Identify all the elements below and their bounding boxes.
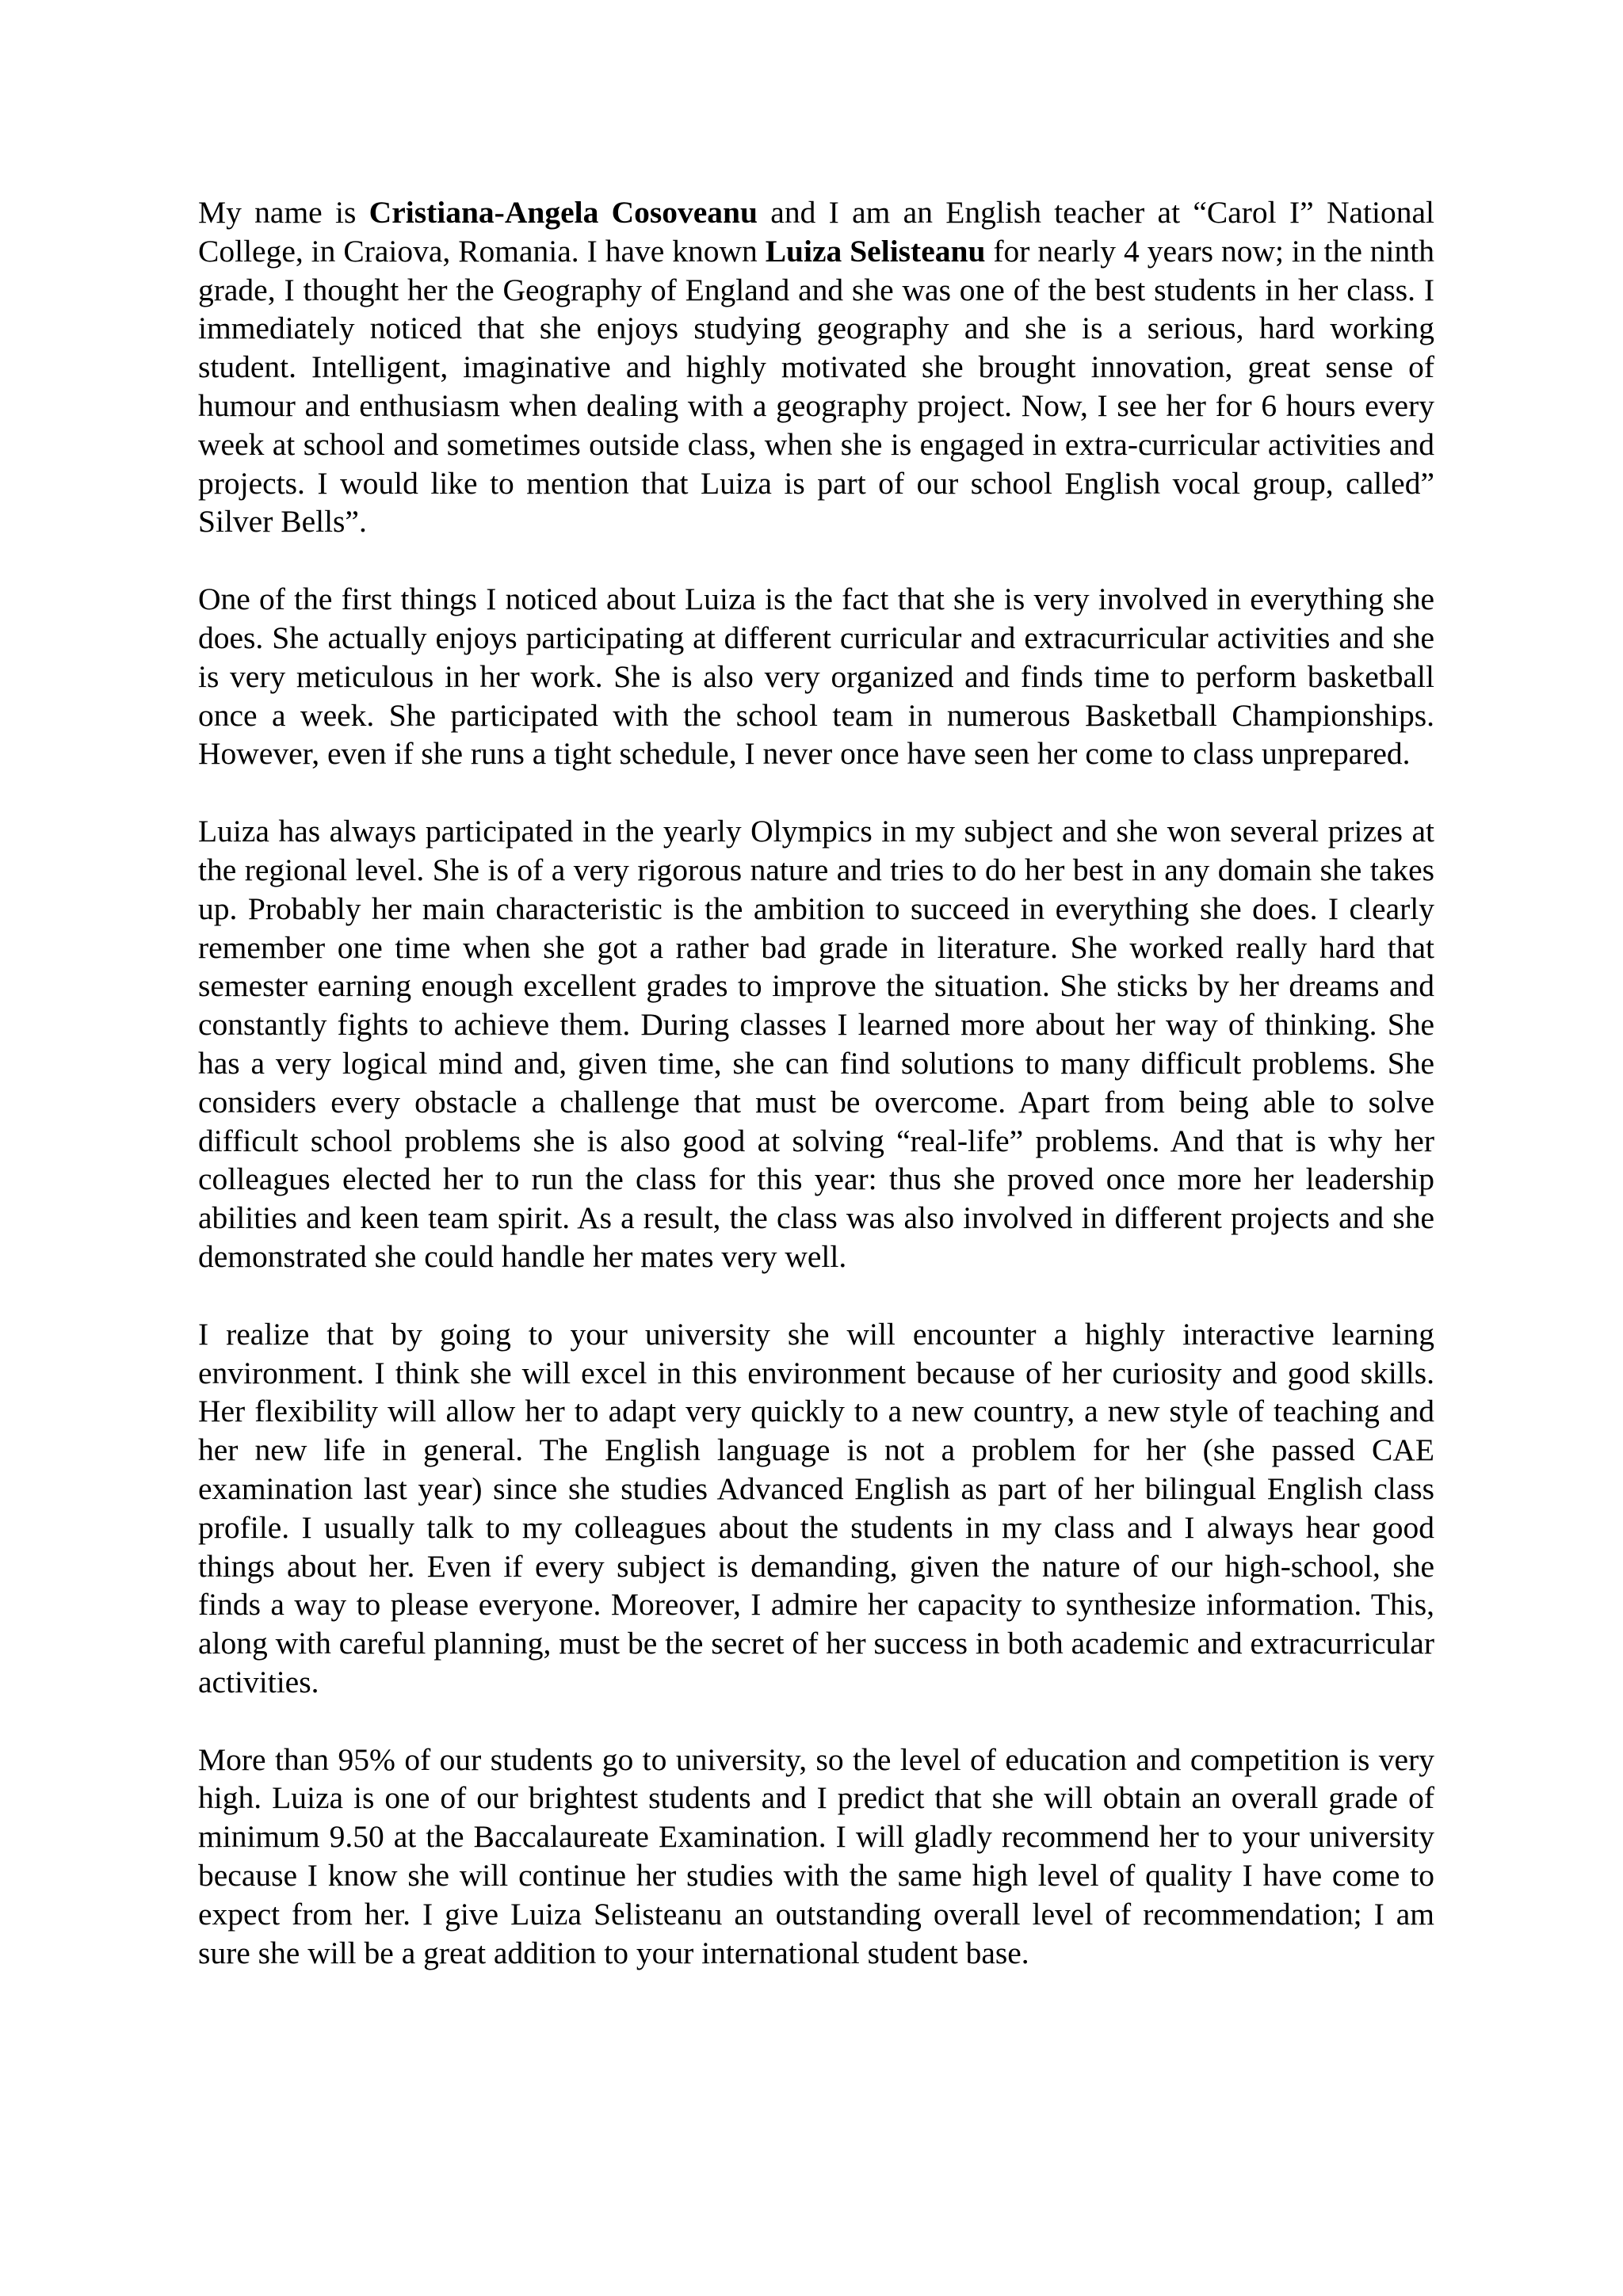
paragraph-university-fit: I realize that by going to your university she will encounter a highly interactive learning environment. I think she will excel in this environment because of her curiosity and good skills. Her flexibility will allow her to adapt very quickly to a new country, a new style of teaching and her new life in general. The English language is not a problem for her (she passed CAE examination last year) since she studies Advanced English as part of her bilingual English class profile. I usually talk to my colleagues about the students in my class and I always hear good things about her. Even if every subject is demanding, given the nature of our high-school, she finds a way to please everyone. Moreover, I admire her capacity to synthesize information. This, along with careful planning, must be the secret of her success in both academic and extracurricular activities. — [198, 1316, 1434, 1699]
letter-body — [198, 193, 1434, 2011]
student-name: Luiza Selisteanu — [765, 233, 986, 269]
intro-text-1: My name is — [198, 195, 369, 230]
intro-text-3: for nearly 4 years now; in the ninth grade, I thought her the Geography of England and she was one of the best students in her class. I immediately noticed that she enjoys studying geography and she is a serious, hard working student. Intelligent, imaginative and highly motivated she brought innovation, great sense of humour and enthusiasm when dealing with a geography project. Now, I see her for 6 hours every week at school and sometimes outside class, when she is engaged in extra-curricular activities and projects. I would like to mention that Luiza is part of our school English vocal group, called” Silver Bells”. — [198, 233, 1434, 540]
intro-text-2: and I am an English teacher at “Carol I” National College, in Craiova, Romania. I have known — [198, 195, 1434, 269]
teacher-name: Cristiana-Angela Cosoveanu — [369, 195, 758, 230]
paragraph-intro — [198, 193, 1434, 541]
paragraph-recommendation: More than 95% of our students go to university, so the level of education and competition is very high. Luiza is one of our brightest students and I predict that she will obtain an overall grade of minimum 9.50 at the Baccalaureate Examination. I will gladly recommend her to your university because I know she will continue her studies with the same high level of quality I have come to expect from her. I give Luiza Selisteanu an outstanding overall level of recommendation; I am sure she will be a great addition to your international student base. — [198, 1741, 1434, 1970]
paragraph-involvement: One of the first things I noticed about Luiza is the fact that she is very involved in everything she does. She actually enjoys participating at different curricular and extracurricular activities and she is very meticulous in her work. She is also very organized and finds time to perform basketball once a week. She participated with the school team in numerous Basketball Championships. However, even if she runs a tight schedule, I never once have seen her come to class unprepared. — [198, 582, 1434, 772]
paragraph-achievements: Luiza has always participated in the yearly Olympics in my subject and she won several prizes at the regional level. She is of a very rigorous nature and tries to do her best in any domain she takes up. Probably her main characteristic is the ambition to succeed in everything she does. I clearly remember one time when she got a rather bad grade in literature. She worked really hard that semester earning enough excellent grades to improve the situation. She sticks by her dreams and constantly fights to achieve them. During classes I learned more about her way of thinking. She has a very logical mind and, given time, she can find solutions to many difficult problems. She considers every obstacle a challenge that must be overcome. Apart from being able to solve difficult school problems she is also good at solving “real-life” problems. And that is why her colleagues elected her to run the class for this year: thus she proved once more her leadership abilities and keen team spirit. As a result, the class was also involved in different projects and she demonstrated she could handle her mates very well. — [198, 814, 1434, 1274]
